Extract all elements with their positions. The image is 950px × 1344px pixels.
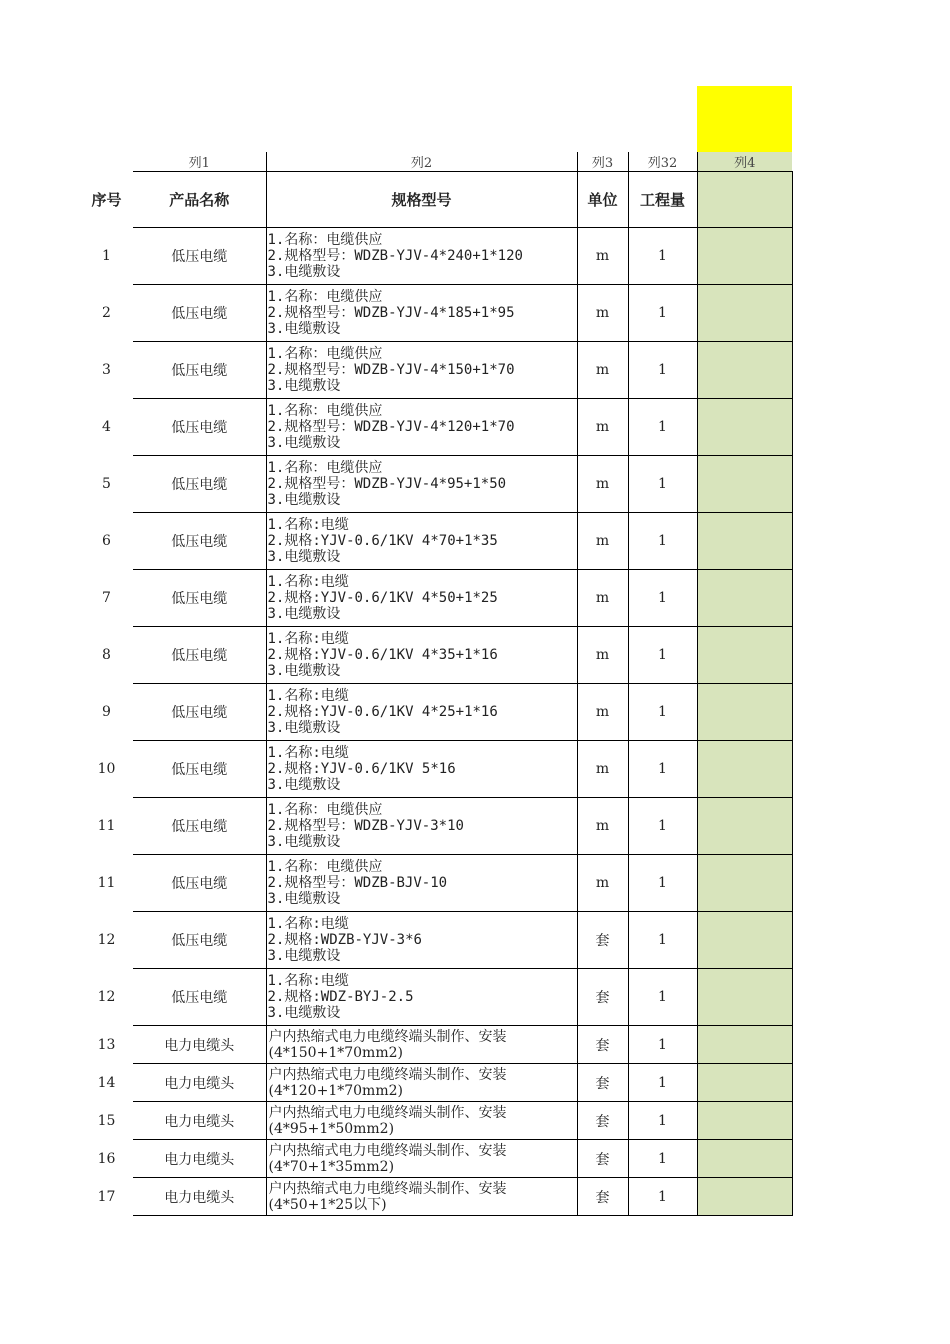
cell-seq[interactable]: 6 <box>102 533 111 549</box>
table-row <box>80 228 792 285</box>
header-name[interactable]: 产品名称 <box>133 172 266 228</box>
cell-extra[interactable] <box>697 1140 792 1178</box>
cell-qty[interactable]: 1 <box>628 456 697 513</box>
table-row <box>80 513 792 570</box>
cell-name[interactable]: 低压电缆 <box>133 228 266 285</box>
table-row <box>80 1102 792 1140</box>
cell-seq[interactable]: 4 <box>102 419 111 435</box>
cell-unit[interactable]: m <box>577 627 628 684</box>
cell-qty[interactable]: 1 <box>628 570 697 627</box>
cell-unit[interactable]: m <box>577 684 628 741</box>
cell-name[interactable]: 低压电缆 <box>133 456 266 513</box>
cell-spec[interactable]: 户内热缩式电力电缆终端头制作、安装(4*50+1*25以下) <box>266 1178 577 1216</box>
cell-extra[interactable] <box>697 798 792 855</box>
cell-extra[interactable] <box>697 684 792 741</box>
cell-seq[interactable]: 12 <box>97 932 116 948</box>
column-header-col1[interactable]: 列1 <box>133 152 266 172</box>
cell-seq[interactable]: 11 <box>97 875 116 891</box>
cell-spec[interactable]: 1.名称:电缆 2.规格:WDZB-YJV-3*6 3.电缆敷设 <box>266 912 577 969</box>
cell-spec[interactable]: 1.名称：电缆供应 2.规格型号：WDZB-YJV-4*240+1*120 3.电缆敷设 <box>266 228 577 285</box>
cell-qty[interactable]: 1 <box>628 969 697 1026</box>
cell-name[interactable]: 低压电缆 <box>133 798 266 855</box>
cell-extra[interactable] <box>697 570 792 627</box>
column-header-col32[interactable]: 列32 <box>628 152 697 172</box>
cell-extra[interactable] <box>697 1102 792 1140</box>
cell-qty[interactable]: 1 <box>628 741 697 798</box>
cell-qty[interactable]: 1 <box>628 342 697 399</box>
cell-name[interactable]: 低压电缆 <box>133 684 266 741</box>
title-row <box>80 172 792 228</box>
cell-unit[interactable]: m <box>577 342 628 399</box>
cell-name[interactable]: 低压电缆 <box>133 342 266 399</box>
cell-unit[interactable]: m <box>577 399 628 456</box>
cell-name[interactable]: 低压电缆 <box>133 570 266 627</box>
cell-spec[interactable]: 1.名称：电缆供应 2.规格型号：WDZB-YJV-4*95+1*50 3.电缆敷设 <box>266 456 577 513</box>
column-header-blank <box>80 152 133 172</box>
cell-extra[interactable] <box>697 513 792 570</box>
cell-name[interactable]: 低压电缆 <box>133 285 266 342</box>
cell-unit[interactable]: 套 <box>577 1026 628 1064</box>
cell-seq[interactable]: 13 <box>97 1036 116 1053</box>
cell-qty[interactable]: 1 <box>628 855 697 912</box>
cell-name[interactable]: 低压电缆 <box>133 399 266 456</box>
table-row <box>80 285 792 342</box>
cell-spec[interactable]: 1.名称：电缆供应 2.规格型号：WDZB-YJV-4*185+1*95 3.电缆敷设 <box>266 285 577 342</box>
cell-qty[interactable]: 1 <box>628 513 697 570</box>
cell-extra[interactable] <box>697 285 792 342</box>
cell-spec[interactable]: 1.名称:电缆 2.规格:YJV-0.6/1KV 4*70+1*35 3.电缆敷设 <box>266 513 577 570</box>
cell-extra[interactable] <box>697 228 792 285</box>
cell-name[interactable]: 低压电缆 <box>133 912 266 969</box>
table-row <box>80 1140 792 1178</box>
cell-extra[interactable] <box>697 399 792 456</box>
cell-qty[interactable]: 1 <box>628 1102 697 1140</box>
cell-spec[interactable]: 1.名称:电缆 2.规格:YJV-0.6/1KV 4*35+1*16 3.电缆敷设 <box>266 627 577 684</box>
cell-unit[interactable]: m <box>577 456 628 513</box>
cell-unit[interactable]: m <box>577 741 628 798</box>
cell-qty[interactable]: 1 <box>628 399 697 456</box>
table-row <box>80 798 792 855</box>
cell-seq[interactable]: 2 <box>102 305 111 321</box>
cell-unit[interactable]: m <box>577 855 628 912</box>
cell-spec[interactable]: 1.名称：电缆供应 2.规格型号：WDZB-BJV-10 3.电缆敷设 <box>266 855 577 912</box>
cell-spec[interactable]: 户内热缩式电力电缆终端头制作、安装(4*150+1*70mm2) <box>266 1026 577 1064</box>
cell-qty[interactable]: 1 <box>628 1140 697 1178</box>
cell-spec[interactable]: 1.名称：电缆供应 2.规格型号：WDZB-YJV-4*120+1*70 3.电缆敷设 <box>266 399 577 456</box>
cell-qty[interactable]: 1 <box>628 285 697 342</box>
cell-extra[interactable] <box>697 456 792 513</box>
table-row <box>80 456 792 513</box>
header-spec[interactable]: 规格型号 <box>266 172 577 228</box>
cell-name[interactable]: 低压电缆 <box>133 741 266 798</box>
cell-spec[interactable]: 1.名称:电缆 2.规格:YJV-0.6/1KV 4*50+1*25 3.电缆敷设 <box>266 570 577 627</box>
cell-qty[interactable]: 1 <box>628 1178 697 1216</box>
cell-name[interactable]: 电力电缆头 <box>133 1102 266 1140</box>
cell-seq[interactable]: 1 <box>102 248 111 264</box>
cell-unit[interactable]: m <box>577 285 628 342</box>
cell-qty[interactable]: 1 <box>628 1026 697 1064</box>
cell-extra[interactable] <box>697 912 792 969</box>
cell-seq[interactable]: 8 <box>102 647 111 663</box>
cell-spec[interactable]: 1.名称：电缆供应 2.规格型号：WDZB-YJV-3*10 3.电缆敷设 <box>266 798 577 855</box>
column-header-col3[interactable]: 列3 <box>577 152 628 172</box>
header-qty[interactable]: 工程量 <box>628 172 697 228</box>
cell-seq[interactable]: 14 <box>97 1074 116 1091</box>
table-row <box>80 1064 792 1102</box>
table-row <box>80 570 792 627</box>
cell-spec[interactable]: 1.名称：电缆供应 2.规格型号：WDZB-YJV-4*150+1*70 3.电缆敷设 <box>266 342 577 399</box>
cell-seq[interactable]: 12 <box>97 989 116 1005</box>
cell-extra[interactable] <box>697 627 792 684</box>
cell-qty[interactable]: 1 <box>628 798 697 855</box>
cell-spec[interactable]: 户内热缩式电力电缆终端头制作、安装(4*95+1*50mm2) <box>266 1102 577 1140</box>
cell-qty[interactable]: 1 <box>628 684 697 741</box>
cell-name[interactable]: 低压电缆 <box>133 513 266 570</box>
cell-unit[interactable]: 套 <box>577 1102 628 1140</box>
cell-spec[interactable]: 1.名称:电缆 2.规格:YJV-0.6/1KV 5*16 3.电缆敷设 <box>266 741 577 798</box>
table-row <box>80 342 792 399</box>
cell-qty[interactable]: 1 <box>628 1064 697 1102</box>
cell-seq[interactable]: 5 <box>102 476 111 492</box>
cell-qty[interactable]: 1 <box>628 228 697 285</box>
cell-qty[interactable]: 1 <box>628 627 697 684</box>
cell-extra[interactable] <box>697 1026 792 1064</box>
cell-name[interactable]: 电力电缆头 <box>133 1026 266 1064</box>
highlight-cell[interactable] <box>697 86 792 152</box>
cell-unit[interactable]: 套 <box>577 1140 628 1178</box>
cell-unit[interactable]: 套 <box>577 1064 628 1102</box>
table-row <box>80 684 792 741</box>
cell-extra[interactable] <box>697 342 792 399</box>
column-header-col2[interactable]: 列2 <box>266 152 577 172</box>
cell-spec[interactable]: 1.名称:电缆 2.规格:YJV-0.6/1KV 4*25+1*16 3.电缆敷设 <box>266 684 577 741</box>
cell-name[interactable]: 电力电缆头 <box>133 1178 266 1216</box>
cell-spec[interactable]: 1.名称:电缆 2.规格:WDZ-BYJ-2.5 3.电缆敷设 <box>266 969 577 1026</box>
cell-unit[interactable]: m <box>577 228 628 285</box>
column-header-row <box>80 152 792 172</box>
table-row <box>80 912 792 969</box>
table-row <box>80 969 792 1026</box>
table-row <box>80 855 792 912</box>
cell-name[interactable]: 电力电缆头 <box>133 1140 266 1178</box>
cell-unit[interactable]: m <box>577 798 628 855</box>
header-unit[interactable]: 单位 <box>577 172 628 228</box>
cell-seq[interactable]: 16 <box>97 1150 116 1167</box>
cell-seq[interactable]: 17 <box>97 1188 116 1205</box>
cell-unit[interactable]: 套 <box>577 969 628 1026</box>
table-row <box>80 1026 792 1064</box>
cell-spec[interactable]: 户内热缩式电力电缆终端头制作、安装(4*70+1*35mm2) <box>266 1140 577 1178</box>
cell-seq[interactable]: 10 <box>97 761 116 777</box>
table-row <box>80 627 792 684</box>
cell-unit[interactable]: m <box>577 513 628 570</box>
header-extra[interactable] <box>697 172 792 228</box>
spreadsheet-table <box>80 152 793 1216</box>
table-row <box>80 1178 792 1216</box>
cell-extra[interactable] <box>697 855 792 912</box>
cell-name[interactable]: 电力电缆头 <box>133 1064 266 1102</box>
cell-extra[interactable] <box>697 1064 792 1102</box>
cell-seq[interactable]: 9 <box>102 704 111 720</box>
table-row <box>80 399 792 456</box>
cell-seq[interactable]: 7 <box>102 590 111 606</box>
cell-seq[interactable]: 15 <box>97 1112 116 1129</box>
cell-unit[interactable]: 套 <box>577 1178 628 1216</box>
table-row <box>80 741 792 798</box>
cell-name[interactable]: 低压电缆 <box>133 969 266 1026</box>
header-seq[interactable]: 序号 <box>91 191 122 209</box>
cell-unit[interactable]: 套 <box>577 912 628 969</box>
cell-seq[interactable]: 11 <box>97 818 116 834</box>
cell-seq[interactable]: 3 <box>102 362 111 378</box>
column-header-col4[interactable]: 列4 <box>697 152 792 172</box>
cell-qty[interactable]: 1 <box>628 912 697 969</box>
cell-extra[interactable] <box>697 741 792 798</box>
cell-spec[interactable]: 户内热缩式电力电缆终端头制作、安装(4*120+1*70mm2) <box>266 1064 577 1102</box>
cell-extra[interactable] <box>697 1178 792 1216</box>
cell-name[interactable]: 低压电缆 <box>133 855 266 912</box>
cell-name[interactable]: 低压电缆 <box>133 627 266 684</box>
cell-unit[interactable]: m <box>577 570 628 627</box>
cell-extra[interactable] <box>697 969 792 1026</box>
